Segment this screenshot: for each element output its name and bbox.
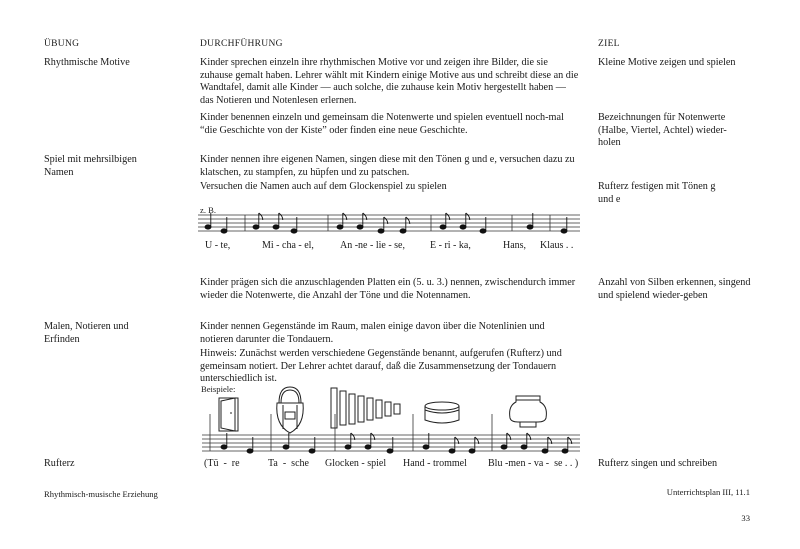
lyrics-syllable: U - te, — [205, 240, 231, 251]
column-header-durchfuehrung: DURCHFÜHRUNG — [200, 39, 283, 49]
lyrics-syllable: Hans, — [503, 240, 527, 251]
music-staff-names — [198, 212, 580, 236]
lyrics-syllable: Glocken - spiel — [325, 458, 387, 469]
column-header-ziel: ZIEL — [598, 39, 620, 49]
lyrics-syllable: Ta - sche — [268, 458, 309, 469]
procedure-text: Kinder prägen sich die anzuschlagenden Platten ein (5. u. 3.) nennen, zwischendurch immer wieder die Notenwerte, die Anzahl der Töne und die Notennamen. — [200, 277, 576, 301]
lyrics-syllable: Blu -men - va - se . . ) — [488, 458, 579, 469]
procedure-text: Versuchen die Namen auch auf dem Glockenspiel zu spielen — [200, 181, 447, 192]
exercise-rufterz: Rufterz — [44, 458, 75, 469]
example-label: z. B. — [200, 205, 216, 215]
goal-text: Rufterz festigen mit Tönen g und e — [598, 181, 716, 205]
procedure-text: Kinder benennen einzeln und gemeinsam die Notenwerte und spielen eventuell noch-mal “die Geschichte von der Kiste” oder finden eine neue Geschichte. — [200, 112, 564, 136]
procedure-text: Kinder nennen ihre eigenen Namen, singen diese mit den Tönen g und e, versuchen dazu zu klatschen, zu stampfen, zu hüpfen und zu patschen. — [200, 154, 575, 178]
lyrics-syllable: E - ri - ka, — [430, 240, 471, 251]
glockenspiel-icon — [330, 387, 402, 429]
goal-text: Rufterz singen und schreiben — [598, 458, 718, 469]
drum-icon — [423, 401, 461, 425]
lyrics-syllable: Hand - trommel — [403, 458, 467, 469]
goal-text: Kleine Motive zeigen und spielen — [598, 57, 736, 68]
examples-label: Beispiele: — [201, 384, 236, 394]
procedure-text: Kinder nennen Gegenstände im Raum, malen einige davon über die Notenlinien und notieren darunter die Tondauern. — [200, 321, 545, 345]
procedure-text: Kinder sprechen einzeln ihre rhythmischen Motive vor und zeigen ihre Bilder, die sie zuhause gemalt haben. Lehrer wählt mit Kindern einige Motive aus und schreibt diese an die Wandtafel, damit alle Kinder — auch solche, die zuhause kein Motiv hergestellt haben — das Notieren und Notenlesen erlernen. — [200, 57, 579, 106]
column-header-uebung: ÜBUNG — [44, 39, 80, 49]
lyrics-syllable: An -ne - lie - se, — [340, 240, 405, 251]
lyrics-syllable: Mi - cha - el, — [262, 240, 314, 251]
goal-text: Anzahl von Silben erkennen, singend und spielend wieder-geben — [598, 277, 751, 301]
bag-icon — [275, 385, 305, 435]
exercise-malen-notieren: Malen, Notieren und Erfinden — [44, 321, 129, 345]
footer-plan-reference: Unterrichtsplan III, 11.1 — [666, 487, 750, 497]
vase-icon — [508, 394, 548, 430]
page-number: 33 — [741, 513, 750, 523]
footer-subject: Rhythmisch-musische Erziehung — [44, 489, 158, 499]
exercise-rhythmische-motive: Rhythmische Motive — [44, 57, 130, 68]
hint-text: Hinweis: Zunächst werden verschiedene Gegenstände benannt, aufgerufen (Rufterz) und gemeinsam notiert. Der Lehrer achtet darauf, daß die Zusammensetzung der Tondauern unterschiedlich ist. — [200, 348, 562, 385]
exercise-spiel-mit-namen: Spiel mit mehrsilbigen Namen — [44, 154, 137, 178]
lyrics-syllable: (Tü - re — [204, 458, 240, 469]
music-staff-objects — [202, 432, 580, 456]
door-icon — [218, 397, 240, 432]
lyrics-syllable: Klaus . . — [540, 240, 574, 251]
goal-text: Bezeichnungen für Notenwerte (Halbe, Viertel, Achtel) wieder-holen — [598, 112, 727, 149]
